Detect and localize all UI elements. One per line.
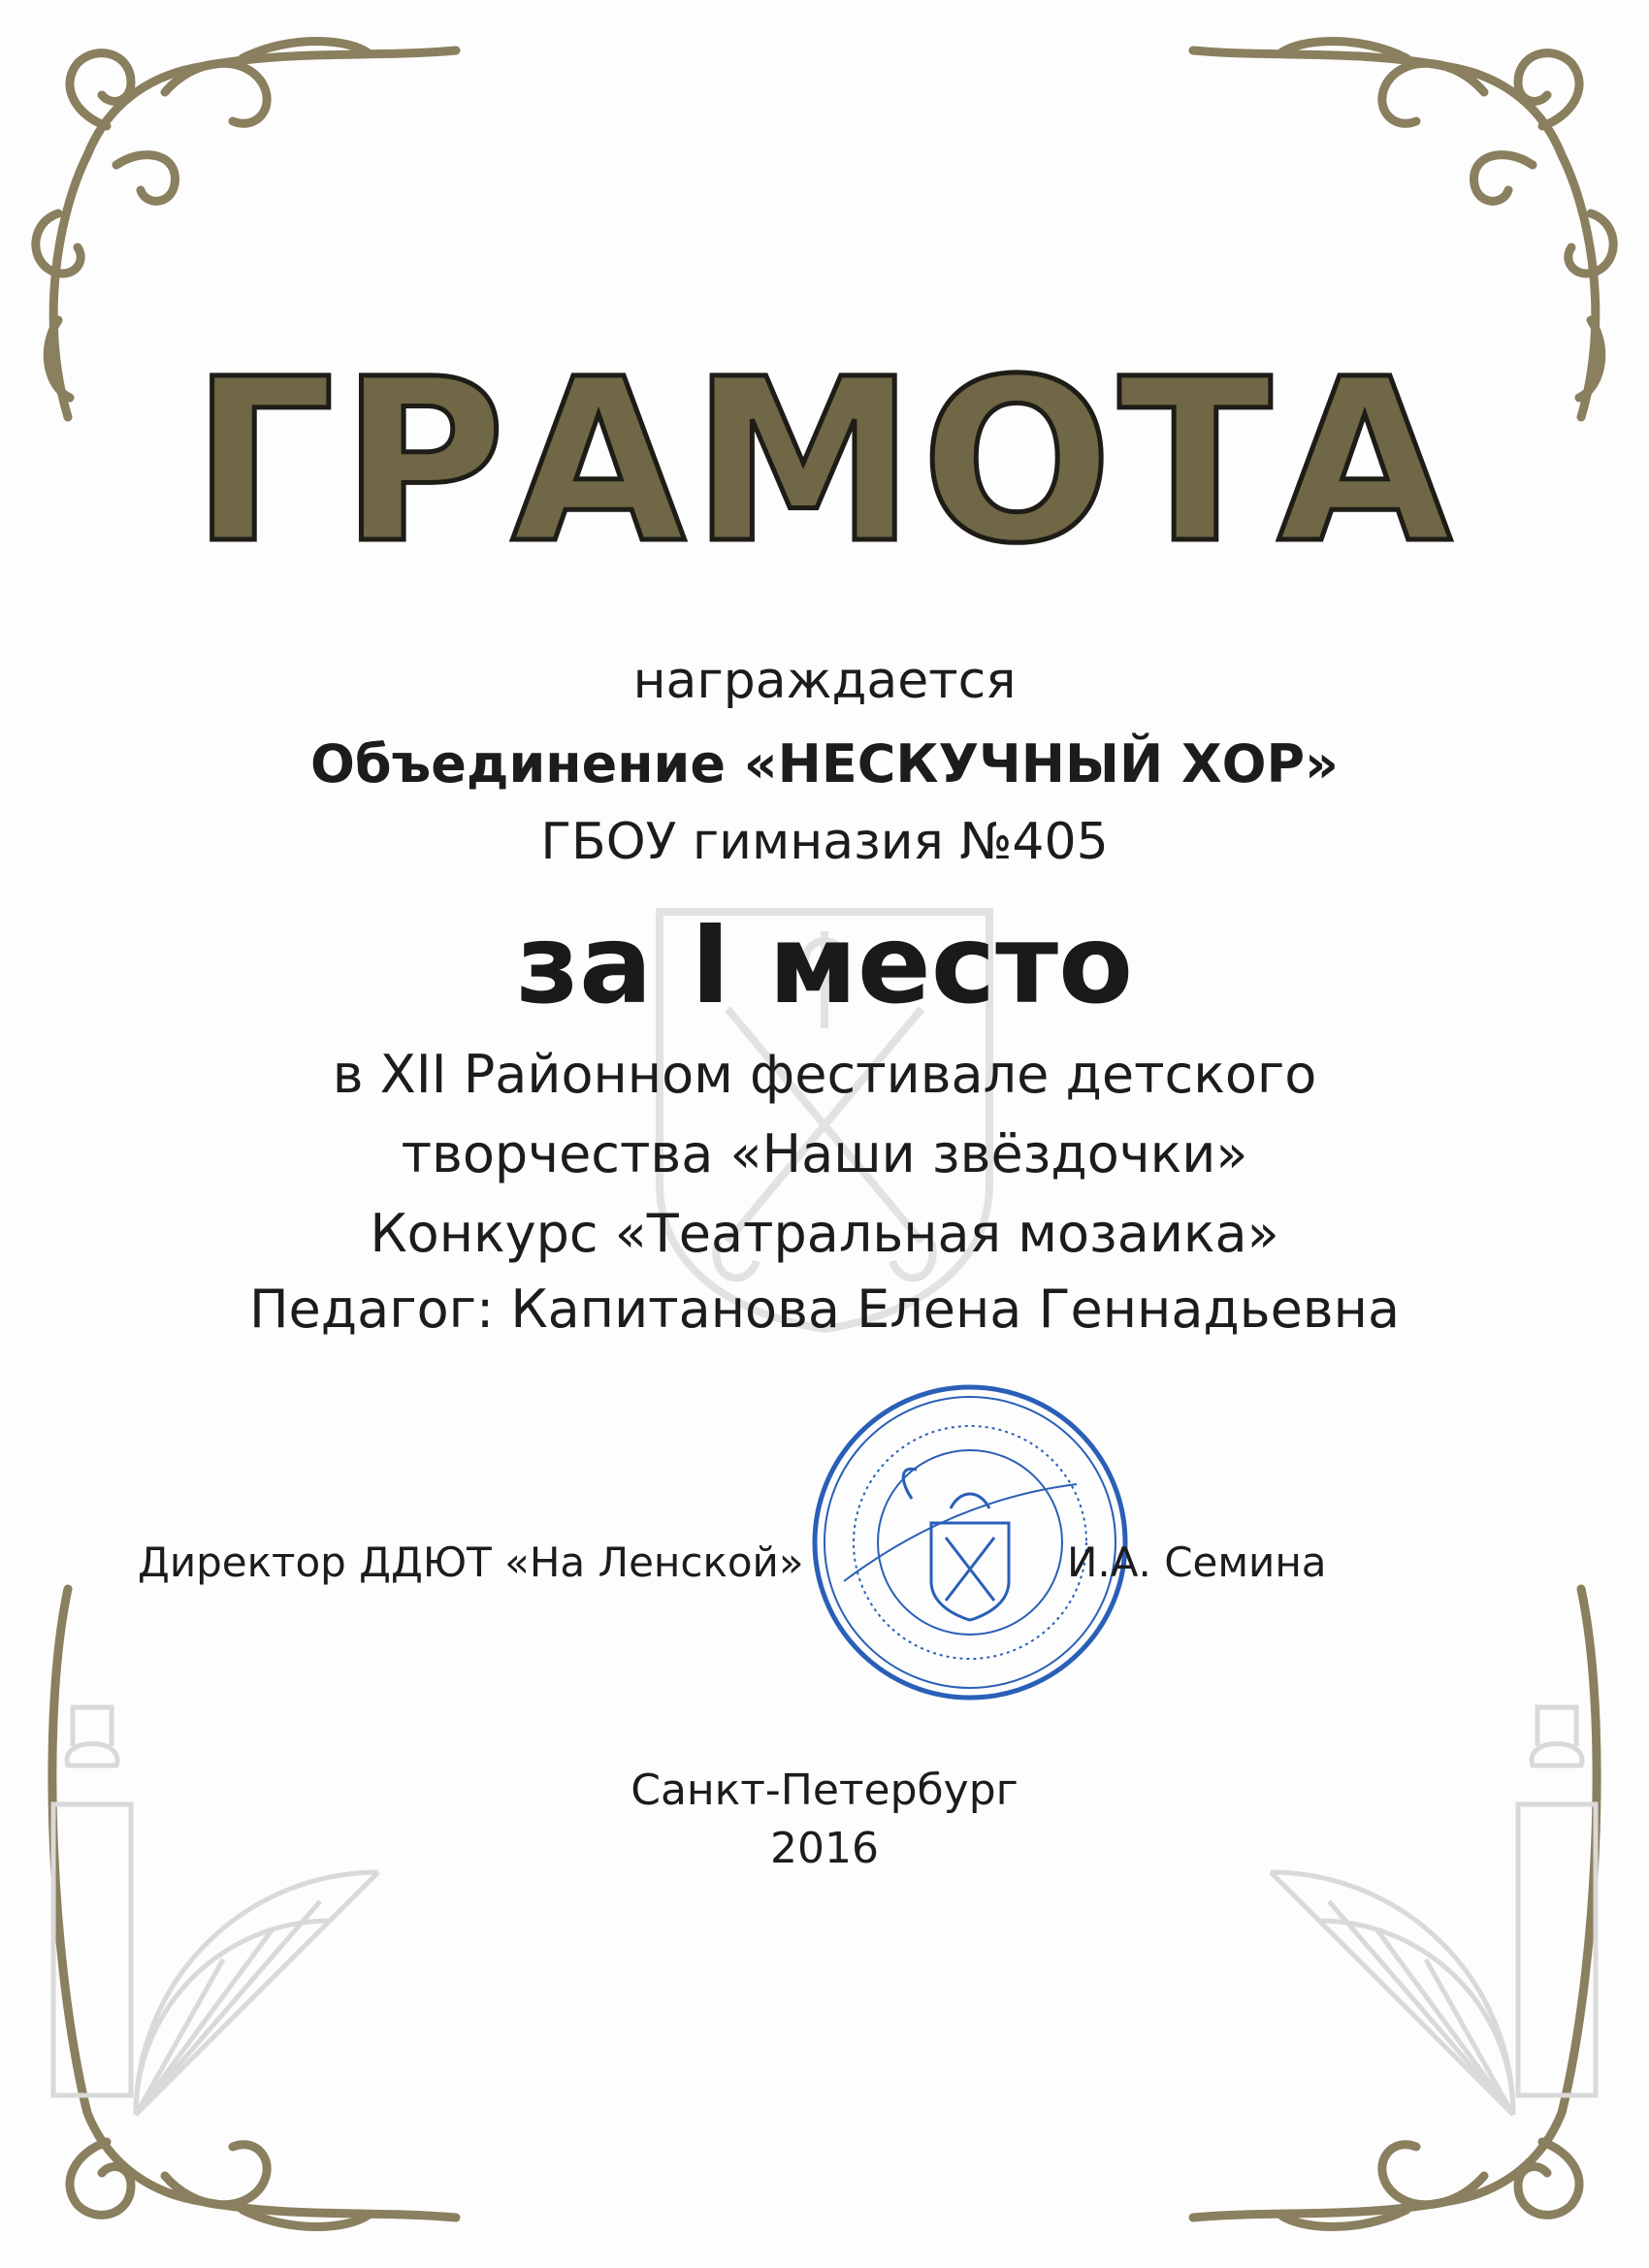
city-name: Санкт-Петербург: [630, 1766, 1018, 1815]
school-name: ГБОУ гимназия №405: [540, 813, 1109, 871]
teacher-name: Педагог: Капитанова Елена Геннадьевна: [248, 1279, 1401, 1340]
organization-name: Объединение «НЕСКУЧНЫЙ ХОР»: [310, 733, 1339, 794]
year: 2016: [770, 1824, 879, 1873]
contest-name: Конкурс «Театральная мозаика»: [370, 1203, 1279, 1264]
corner-ornament-bottom-right: [1193, 1589, 1597, 2227]
place-award: за I место: [515, 902, 1134, 1028]
certificate-title: ГРАМОТА: [191, 331, 1458, 593]
festival-line-2: творчества «Наши звёздочки»: [401, 1123, 1248, 1184]
awarded-text: награждается: [632, 652, 1017, 710]
signatory-title: Директор ДДЮТ «На Ленской»: [138, 1539, 804, 1586]
corner-ornament-bottom-left: [52, 1589, 456, 2227]
festival-line-1: в XII Районном фестивале детского: [332, 1044, 1317, 1105]
signatory-name: И.А. Семина: [1067, 1539, 1327, 1586]
